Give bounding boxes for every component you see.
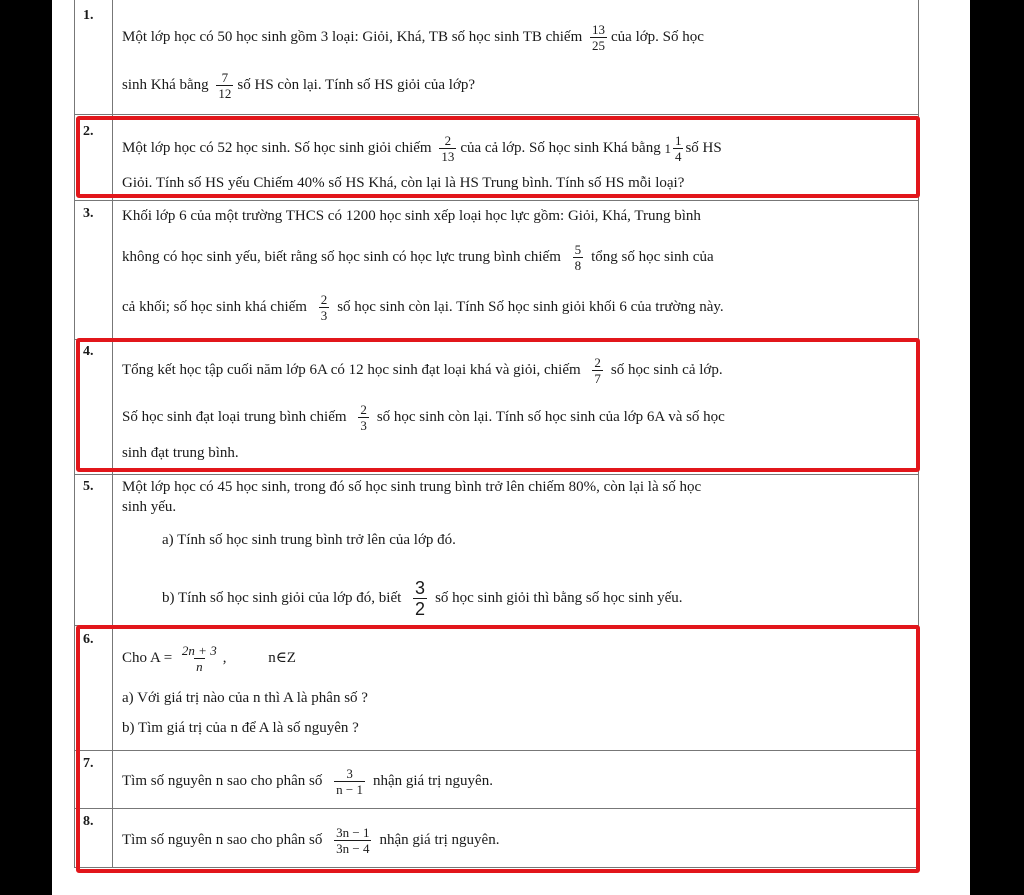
problem-1-text: số HS còn lại. Tính số HS giỏi của lớp? [237,76,476,93]
fraction: $\frac{2}{7}$ [594,355,601,386]
problem-5-part-a: a) Tính số học sinh trung bình trở lên của lớp đó. [162,532,456,548]
problem-5-number: 5. [83,479,94,494]
problem-2-text: số HS [685,139,722,156]
highlight-box-problem-2 [76,116,920,198]
problem-2-text: của cả lớp. Số học sinh Khá bằng [460,139,661,156]
problem-3-number: 3. [83,206,94,221]
problem-8-text: nhận giá trị nguyên. [379,831,500,848]
problem-3-line-1: Khối lớp 6 của một trường THCS có 1200 học sinh xếp loại học lực gồm: Giỏi, Khá, Trung bình [122,208,701,224]
problem-6-part-b: b) Tìm giá trị của n để A là số nguyên ? [122,720,359,736]
problem-4-number: 4. [83,344,94,359]
problem-5-text: b) Tính số học sinh giỏi của lớp đó, biết [162,589,402,606]
problem-3-line-3 [122,292,724,323]
problem-3-text: cả khối; số học sinh khá chiếm [122,298,307,315]
mixed-number: 1 $\frac{1}{4}$ [664,133,682,164]
exercise-table [52,0,970,895]
row-divider [74,200,919,201]
problem-3-text: tổng số học sinh của [591,248,714,265]
problem-1-line-2 [122,70,475,101]
problem-1-line-1 [122,22,704,53]
highlight-box-problem-4 [76,338,920,472]
problem-1-text: Một lớp học có 50 học sinh gồm 3 loại: Giỏi, Khá, TB số học sinh TB chiếm [122,28,583,45]
problem-1-text: của lớp. Số học [611,28,704,45]
problem-4-line-3: sinh đạt trung bình. [122,445,239,461]
problem-5-part-b [162,578,683,619]
problem-4-text: số học sinh cả lớp. [610,361,723,378]
table-left-border [74,0,75,868]
fraction: $\frac{2}{3}$ [320,292,328,323]
fraction: $\frac{2}{13}$ [441,133,455,164]
row-divider [74,474,919,475]
document-page [52,0,970,895]
fraction: $\frac{3}{n - 1}$ [336,766,363,797]
fraction: $\frac{2}{3}$ [360,402,367,433]
problem-5-line-1: Một lớp học có 45 học sinh, trong đó số học sinh trung bình trở lên chiếm 80%, còn lại là số học [122,479,702,495]
problem-4-text: Tổng kết học tập cuối năm lớp 6A có 12 học sinh đạt loại khá và giỏi, chiếm [122,361,581,378]
problem-2-number: 2. [83,124,94,139]
fraction: $\frac{7}{12}$ [218,70,232,101]
problem-6-number: 6. [83,632,94,647]
domain-condition: n∈Z [268,649,296,666]
fraction: $\frac{13}{25}$ [592,22,606,53]
problem-5-line-2: sinh yếu. [122,499,177,515]
problem-7-text: nhận giá trị nguyên. [372,772,493,789]
equation-label: A = [149,649,173,666]
problem-8-text: Tìm số nguyên n sao cho phân số [122,831,323,848]
problem-2-line-2: Giỏi. Tính số HS yếu Chiếm 40% số HS Khá, còn lại là HS Trung bình. Tính số HS mỗi loại? [122,175,685,191]
problem-6-text: Cho [122,649,148,666]
fraction: $\frac{2n + 3}{n}$ [181,643,217,674]
problem-8-number: 8. [83,814,94,829]
row-divider [74,114,919,115]
problem-2-text: Một lớp học có 52 học sinh. Số học sinh giỏi chiếm [122,139,432,156]
problem-6-part-a: a) Với giá trị nào của n thì A là phân số ? [122,690,368,706]
problem-1-number: 1. [83,8,94,23]
problem-3-text: không có học sinh yếu, biết rằng số học sinh có học lực trung bình chiếm [122,248,561,265]
fraction: $\frac{3n - 1}{3n - 4}$ [336,825,370,856]
fraction: $\frac{3}{2}$ [415,578,426,619]
problem-4-text: Số học sinh đạt loại trung bình chiếm [122,408,347,425]
problem-3-text: số học sinh còn lại. Tính Số học sinh giỏi khối 6 của trường này. [337,298,724,315]
problem-7-text: Tìm số nguyên n sao cho phân số [122,772,323,789]
problem-3-line-2 [122,242,714,273]
fraction: $\frac{5}{8}$ [574,242,582,273]
problem-4-text: số học sinh còn lại. Tính số học sinh của lớp 6A và số học [376,408,725,425]
problem-1-text: sinh Khá bằng [122,76,209,93]
highlight-box-problems-6-8 [76,625,920,873]
comma: , [222,649,227,666]
problem-7-number: 7. [83,756,94,771]
problem-5-text: số học sinh giỏi thì bằng số học sinh yếu. [435,589,683,606]
